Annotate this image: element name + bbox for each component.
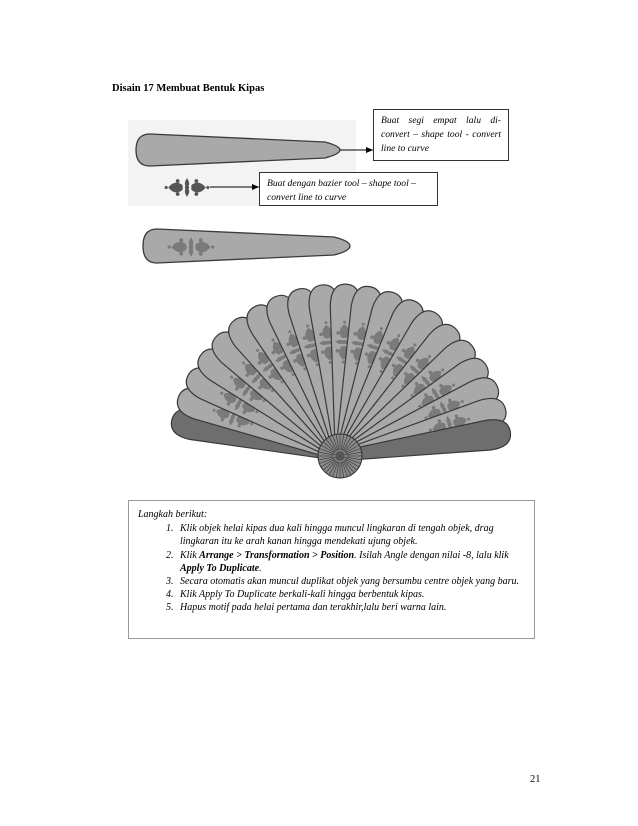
page-title: Disain 17 Membuat Bentuk Kipas (112, 83, 265, 94)
steps-intro: Langkah berikut: (138, 509, 208, 520)
step-item (176, 601, 525, 614)
steps-box (128, 500, 535, 639)
step-emphasis: Apply To Duplicate (180, 562, 260, 574)
step-emphasis: Arrange > Transformation > Position (199, 549, 355, 561)
fan-hub (318, 434, 362, 478)
page-number: 21 (530, 774, 541, 785)
step-item (176, 522, 525, 548)
step-text: Klik (180, 549, 200, 561)
step-text: Hapus motif pada helai pertama dan terakhir,lalu beri warna lain. (180, 602, 447, 614)
callout-rectangle: Buat segi empat lalu di-convert – shape tool - convert line to curve (373, 109, 509, 161)
step-item (176, 588, 525, 601)
step-text: Klik Apply To Duplicate berkali-kali hingga berbentuk kipas. (180, 589, 425, 601)
step-text: Klik objek helai kipas dua kali hingga muncul lingkaran di tengah objek, drag lingkaran itu ke arah kanan hingga mendekati ujung objek. (180, 523, 494, 548)
step-text: . Isilah Angle dengan nilai -8, lalu klik (354, 549, 509, 561)
callout-bezier: Buat dengan bazier tool – shape tool – convert line to curve (259, 172, 438, 206)
step-text: Secara otomatis akan muncul duplikat objek yang bersumbu centre objek yang baru. (180, 576, 520, 588)
step-item (176, 575, 525, 588)
step-item (176, 549, 525, 575)
step-text: . (259, 562, 262, 574)
steps-list (138, 522, 525, 614)
